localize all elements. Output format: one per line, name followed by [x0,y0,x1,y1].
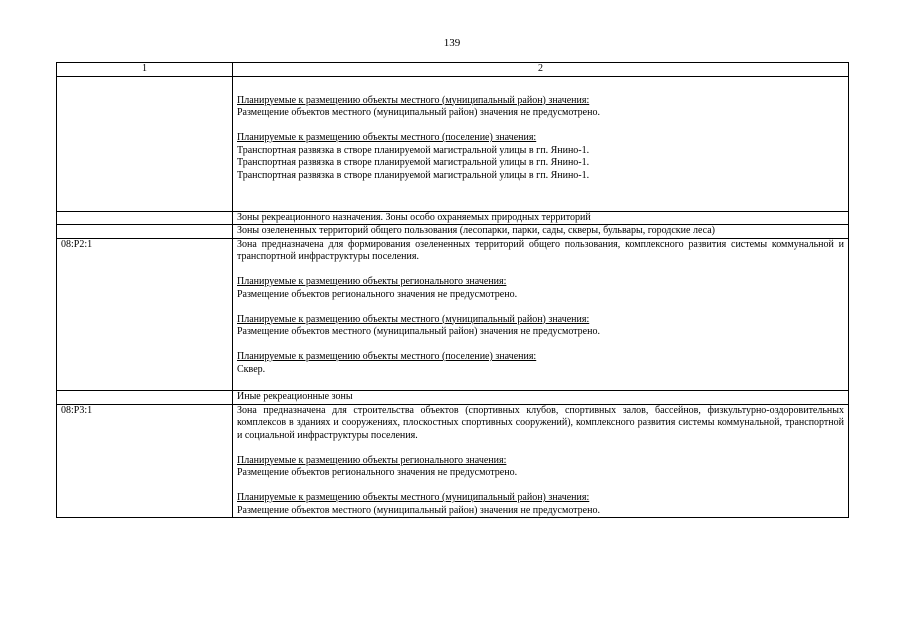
subsection-title: Зоны озелененных территорий общего пользования (лесопарки, парки, сады, скверы, бульвары, городские леса) [233,225,849,239]
muni-district-heading: Планируемые к размещению объекты местного (муниципальный район) значения: [237,313,590,325]
table-row-p3 [57,404,849,518]
settlement-heading: Планируемые к размещению объекты местного (поселение) значения: [237,351,537,362]
zone-code: 08:Р2:1 [57,238,233,391]
content-cell [233,404,849,518]
section-row-recreation [57,211,849,225]
settlement-text: Сквер. [237,363,266,375]
muni-district-heading: Планируемые к размещению объекты местного (муниципальный район) значения: [237,492,590,503]
table-row-p2 [57,238,849,391]
subsection-row-green [57,225,849,239]
code-cell-empty [57,211,233,225]
zone-description: Зона предназначена для формирования озелененных территорий общего пользования, комплексного развития системы коммунальной и транспортной инфраструктуры поселения. [237,238,844,262]
settlement-item: Транспортная развязка в створе планируемой магистральной улицы в гп. Янино-1. [237,144,590,156]
muni-district-text: Размещение объектов местного (муниципальный район) значения не предусмотрено. [237,504,600,516]
settlement-item: Транспортная развязка в створе планируемой магистральной улицы в гп. Янино-1. [237,169,590,181]
muni-district-text: Размещение объектов местного (муниципальный район) значения не предусмотрено. [237,326,600,337]
subsection-title: Иные рекреационные зоны [233,391,849,405]
muni-district-heading: Планируемые к размещению объекты местного (муниципальный район) значения: [237,94,590,106]
zone-code: 08:Р3:1 [57,404,233,518]
regional-heading: Планируемые к размещению объекты регионального значения: [237,276,507,287]
code-cell-empty [57,76,233,211]
code-cell-empty [57,391,233,405]
regional-heading: Планируемые к размещению объекты регионального значения: [237,454,507,466]
content-cell [233,238,849,391]
settlement-heading: Планируемые к размещению объекты местного (поселение) значения: [237,132,537,143]
table-header-row [57,63,849,77]
header-col-2: 2 [233,63,849,77]
muni-district-text: Размещение объектов местного (муниципальный район) значения не предусмотрено. [237,107,600,118]
settlement-item: Транспортная развязка в створе планируемой магистральной улицы в гп. Янино-1. [237,157,590,168]
zone-description: Зона предназначена для строительства объектов (спортивных клубов, спортивных залов, бассейнов, физкультурно-оздоровительных комплексов в зданиях и сооружениях, плоскостных спортивных сооружений), комплексного развития системы коммунальной, транспортной и социальной инфраструктуры поселения. [237,404,844,441]
content-cell [233,76,849,211]
section-title: Зоны рекреационного назначения. Зоны особо охраняемых природных территорий [233,211,849,225]
zoning-table [56,62,849,518]
page-number: 139 [443,37,461,49]
subsection-row-other [57,391,849,405]
code-cell-empty [57,225,233,239]
table-row-continued [57,76,849,211]
header-col-1: 1 [57,63,233,77]
regional-text: Размещение объектов регионального значения не предусмотрено. [237,467,518,478]
regional-text: Размещение объектов регионального значения не предусмотрено. [237,288,518,300]
